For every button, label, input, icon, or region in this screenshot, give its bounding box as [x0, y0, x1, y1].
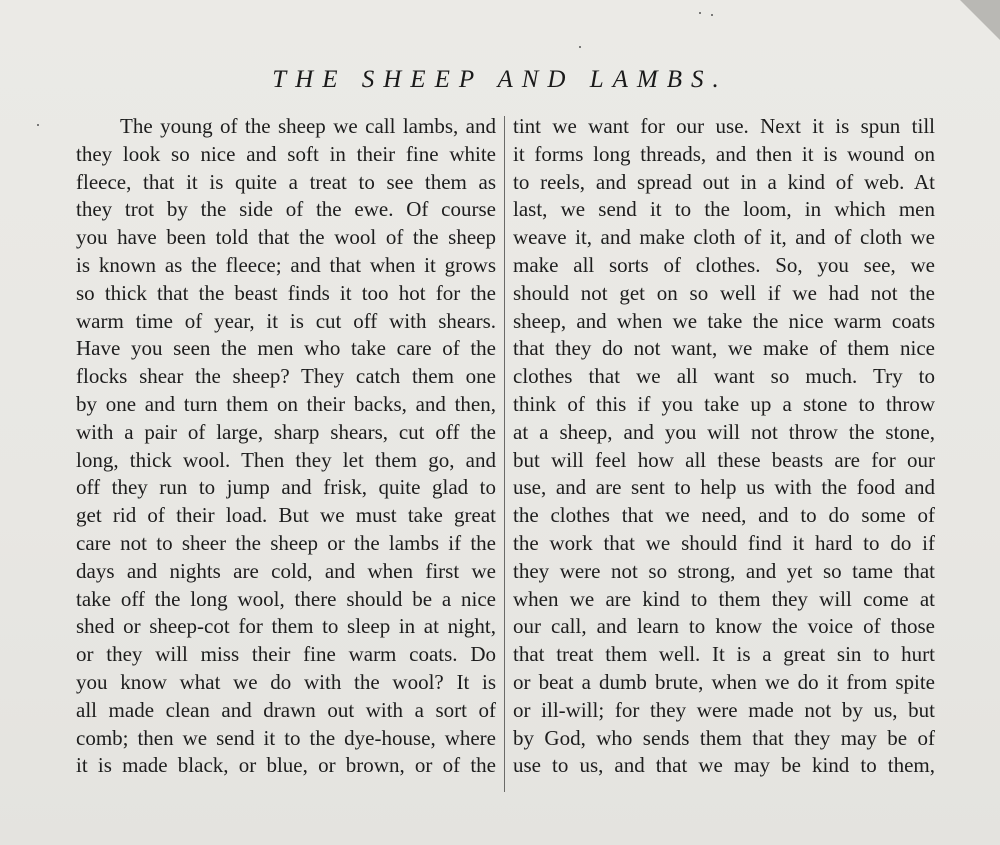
- text-line: the clothes that we need, and to do some of: [513, 503, 935, 528]
- text-line: when we are kind to them they will come at: [513, 586, 935, 611]
- text-line: get rid of their load. But we must take great: [76, 503, 496, 528]
- text-line: to reels, and spread out in a kind of web. At: [513, 169, 935, 194]
- column-divider: [504, 116, 505, 792]
- left-text-column: [76, 113, 496, 780]
- text-line: days and nights are cold, and when first we: [76, 558, 496, 583]
- text-line: the work that we should find it hard to do if: [513, 530, 935, 555]
- text-line: comb; then we send it to the dye-house, where: [76, 725, 496, 750]
- text-line: with a pair of large, sharp shears, cut off the: [76, 419, 496, 444]
- text-line: should not get on so well if we had not the: [513, 280, 935, 305]
- text-line: The young of the sheep we call lambs, and: [120, 114, 496, 138]
- text-line: they were not so strong, and yet so tame that: [513, 558, 935, 583]
- text-line: care not to sheer the sheep or the lambs if the: [76, 530, 496, 555]
- text-line: by God, who sends them that they may be of: [513, 725, 935, 750]
- right-text-column: [513, 113, 935, 780]
- text-line: tint we want for our use. Next it is spun till: [513, 114, 935, 138]
- text-line: flocks shear the sheep? They catch them one: [76, 364, 496, 389]
- text-line: use, and are sent to help us with the food and: [513, 475, 935, 500]
- text-line: use to us, and that we may be kind to them,: [513, 753, 935, 778]
- ink-speck: [711, 14, 713, 16]
- text-line: fleece, that it is quite a treat to see them as: [76, 169, 496, 194]
- text-line: but will feel how all these beasts are for our: [513, 447, 935, 472]
- text-line: last, we send it to the loom, in which men: [513, 197, 935, 222]
- text-line: so thick that the beast finds it too hot for the: [76, 280, 496, 305]
- text-line: they look so nice and soft in their fine white: [76, 141, 496, 166]
- text-line: it is made black, or blue, or brown, or of the: [76, 753, 496, 778]
- text-line: all made clean and drawn out with a sort of: [76, 697, 496, 722]
- text-line: you know what we do with the wool? It is: [76, 669, 496, 694]
- text-line: or ill-will; for they were made not by us, but: [513, 697, 935, 722]
- page-title: THE SHEEP AND LAMBS.: [272, 66, 728, 93]
- text-line: weave it, and make cloth of it, and of cloth we: [513, 225, 935, 250]
- text-line: at a sheep, and you will not throw the stone,: [513, 419, 935, 444]
- ink-speck: [699, 12, 701, 14]
- text-line: Have you seen the men who take care of the: [76, 336, 496, 361]
- text-line: is known as the fleece; and that when it grows: [76, 252, 496, 277]
- ink-speck: [579, 46, 581, 48]
- folded-corner: [960, 0, 1000, 40]
- text-line: it forms long threads, and then it is wound on: [513, 141, 935, 166]
- text-line: or beat a dumb brute, when we do it from spite: [513, 669, 935, 694]
- text-line: long, thick wool. Then they let them go, and: [76, 447, 496, 472]
- text-line: shed or sheep-cot for them to sleep in at night,: [76, 614, 496, 639]
- text-line: you have been told that the wool of the sheep: [76, 225, 496, 250]
- text-line: clothes that we all want so much. Try to: [513, 364, 935, 389]
- text-line: warm time of year, it is cut off with shears.: [76, 308, 496, 333]
- text-line: that treat them well. It is a great sin to hurt: [513, 642, 935, 667]
- text-line: our call, and learn to know the voice of those: [513, 614, 935, 639]
- text-line: take off the long wool, there should be a nice: [76, 586, 496, 611]
- text-line: make all sorts of clothes. So, you see, we: [513, 252, 935, 277]
- text-line: off they run to jump and frisk, quite glad to: [76, 475, 496, 500]
- text-line: think of this if you take up a stone to throw: [513, 391, 935, 416]
- text-line: by one and turn them on their backs, and then,: [76, 391, 496, 416]
- text-line: that they do not want, we make of them nice: [513, 336, 935, 361]
- text-line: sheep, and when we take the nice warm coats: [513, 308, 935, 333]
- text-line: or they will miss their fine warm coats. Do: [76, 642, 496, 667]
- text-line: they trot by the side of the ewe. Of course: [76, 197, 496, 222]
- ink-speck: [37, 124, 39, 126]
